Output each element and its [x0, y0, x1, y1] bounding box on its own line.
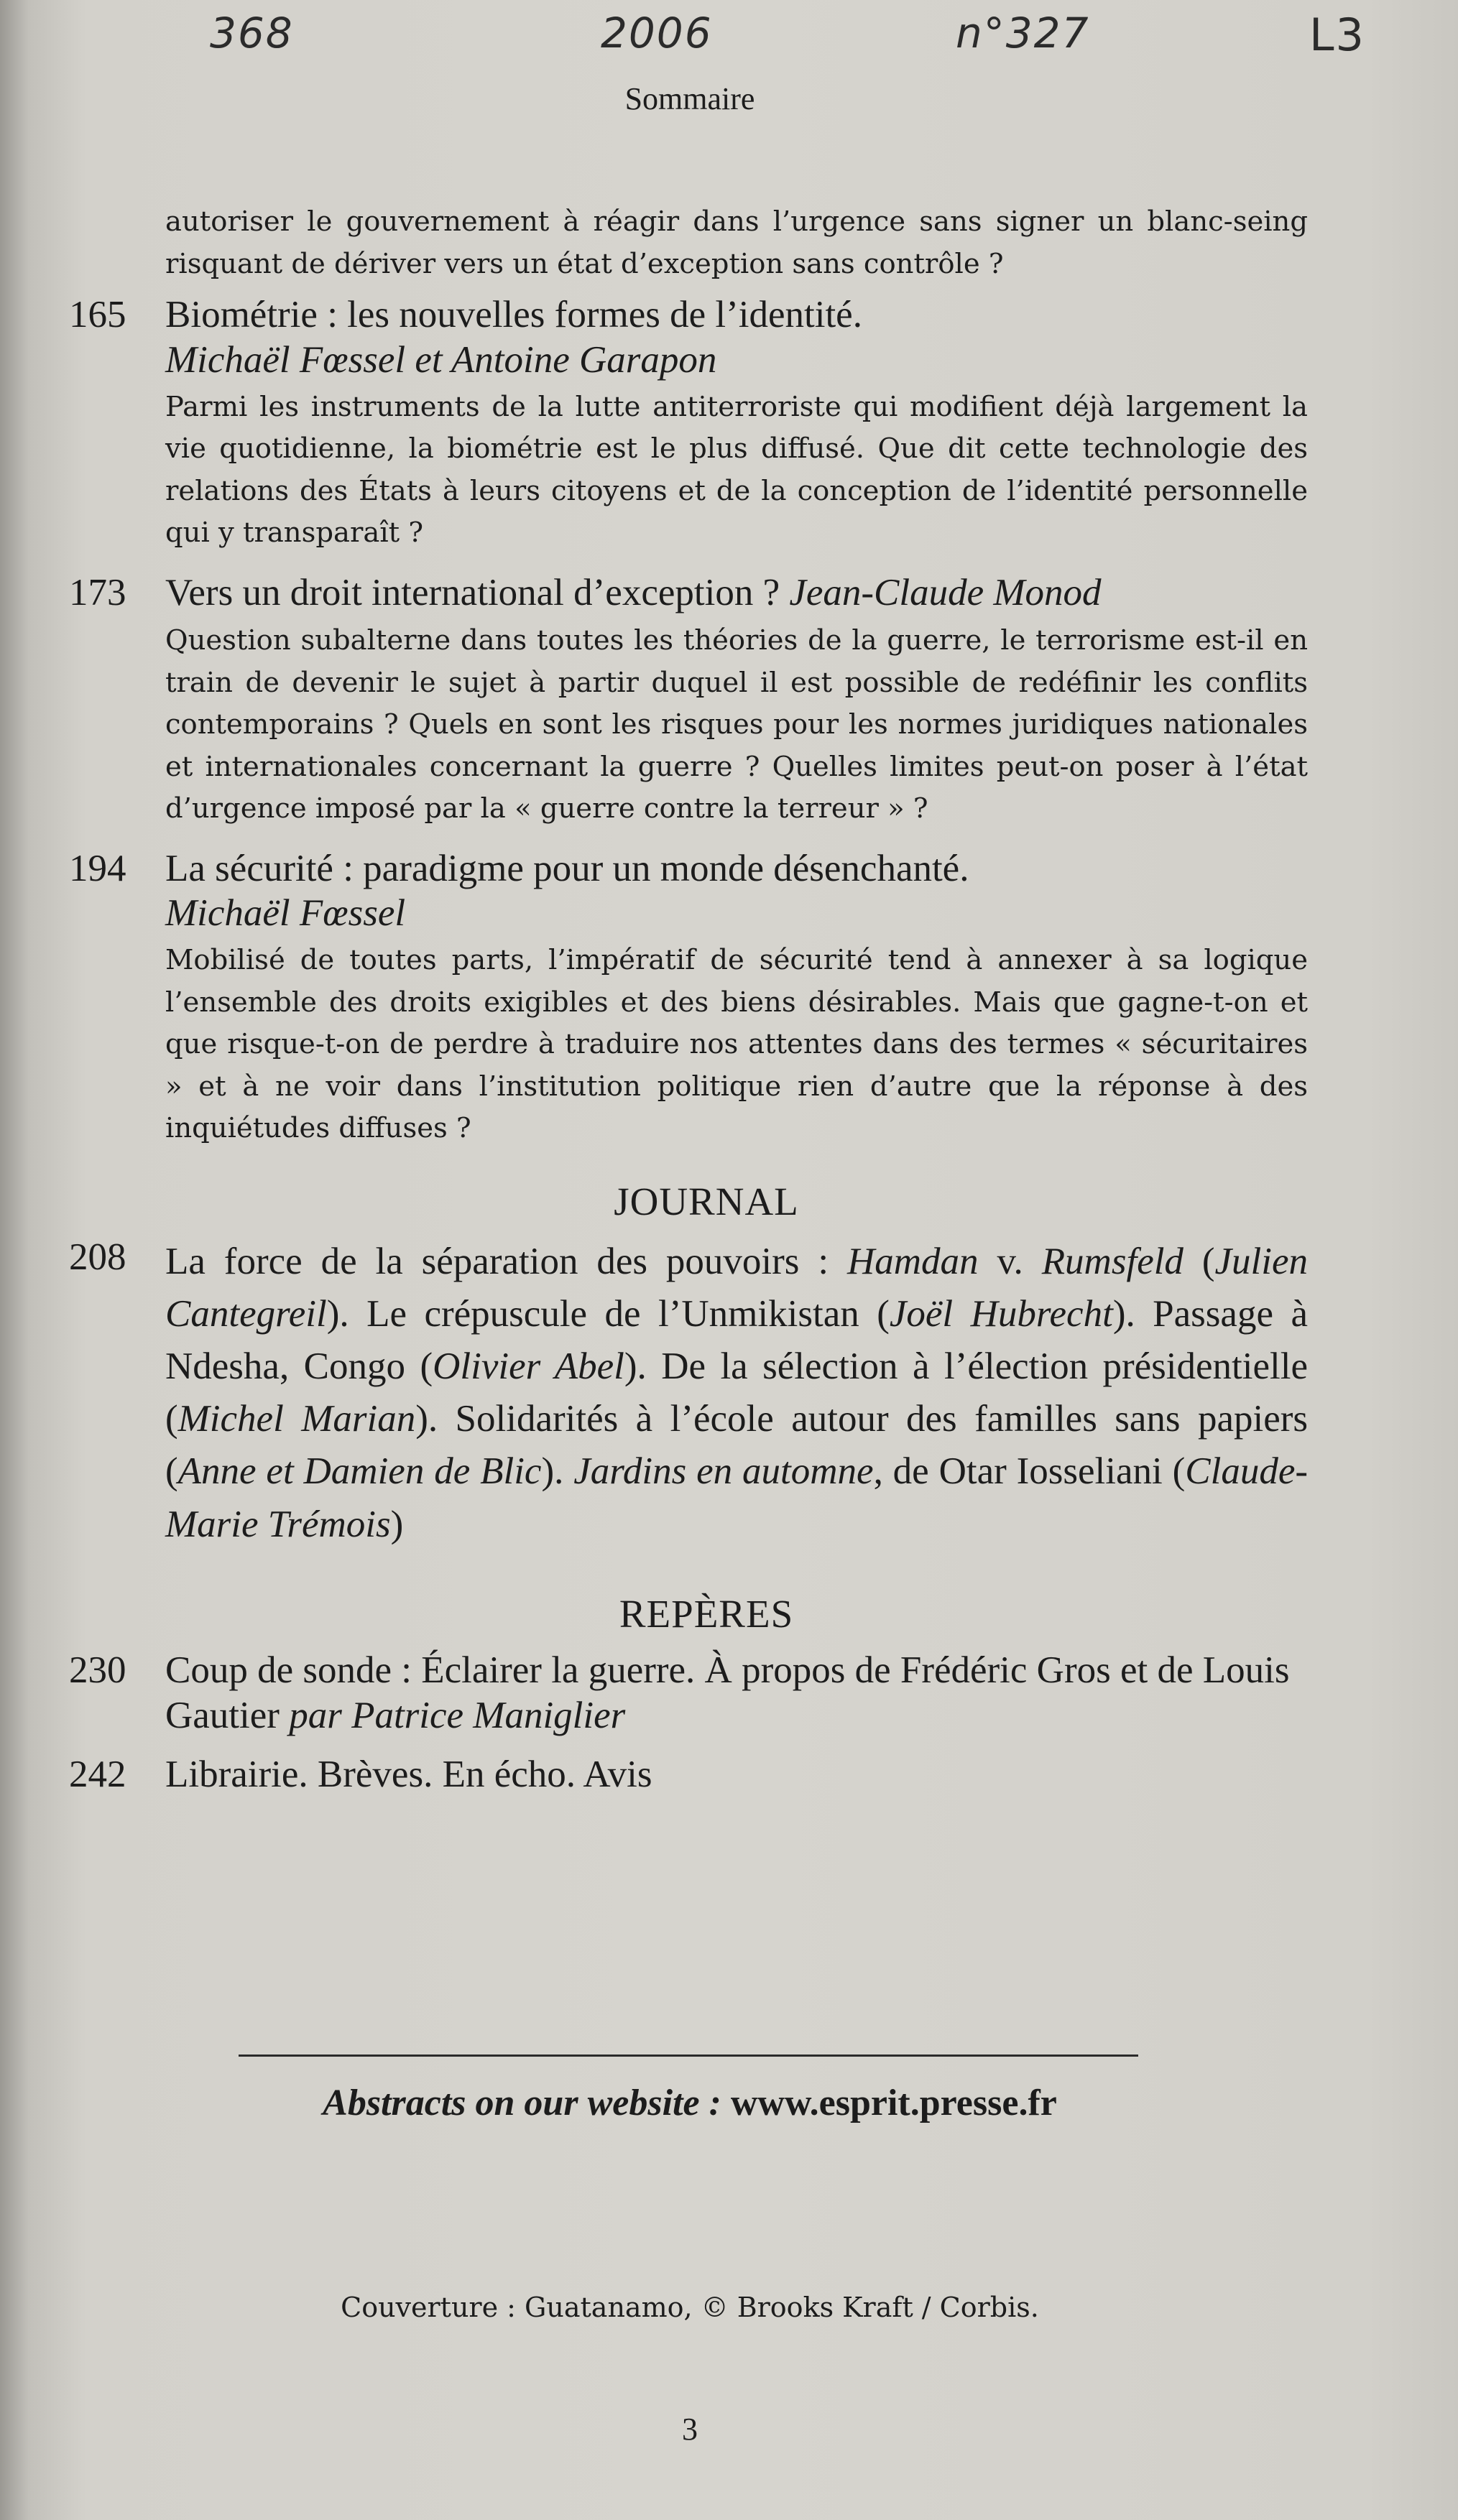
toc-entry [69, 292, 1308, 555]
toc-entry [69, 1648, 1308, 1739]
toc-entry [69, 846, 1308, 1150]
abstracts-label: Abstracts on our website : [323, 2083, 721, 2123]
entry-author: par Patrice Maniglier [289, 1695, 626, 1737]
entry-page-number: 194 [69, 847, 126, 889]
handwritten-note: 368 [210, 9, 294, 57]
handwritten-note: n°327 [956, 9, 1090, 57]
section-heading-reperes: REPÈRES [619, 1591, 794, 1636]
entry-page-number: 165 [69, 294, 126, 336]
entry-title: Librairie. Brèves. En écho. Avis [165, 1753, 652, 1795]
website-url: www.esprit.presse.fr [730, 2083, 1057, 2123]
entry-author: Jean-Claude Monod [789, 571, 1102, 613]
entry-page-number: 173 [69, 571, 126, 613]
entry-summary: Parmi les instruments de la lutte antiterroriste qui modifient déjà largement la vie quotidienne, la biométrie est le plus diffusé. Que dit cette technologie des relations des États à leurs citoyens et de la conception de l’identité personnelle qui y transparaît ? [165, 390, 1308, 550]
horizontal-rule [239, 2055, 1138, 2057]
toc-entry [69, 570, 1308, 830]
cover-credit: Couverture : Guatanamo, © Brooks Kraft / Corbis. [341, 2292, 1039, 2323]
handwritten-note: 2006 [601, 9, 713, 57]
section-heading-journal: JOURNAL [614, 1179, 799, 1223]
entry-title: Coup de sonde : Éclairer la guerre. À propos de Frédéric Gros et de Louis Gautier [165, 1649, 1290, 1737]
page-number: 3 [682, 2412, 698, 2447]
continued-summary: autoriser le gouvernement à réagir dans l’urgence sans signer un blanc-seing risquant de dériver vers un état d’exception sans contrôle ? [165, 205, 1308, 280]
entry-author: Michaël Fœssel et Antoine Garapon [165, 338, 717, 381]
journal-body: La force de la séparation des pouvoirs : Hamdan v. Rumsfeld (Julien Cantegreil). Le crépuscule de l’Unmikistan (Joël Hubrecht). Passage à Ndesha, Congo (Olivier Abel). De la sélection à l’élection présidentielle (Michel Marian). Solidarités à l’école autour des familles sans papiers (Anne et Damien de Blic). Jardins en automne, de Otar Iosseliani (Claude-Marie Trémois) [165, 1240, 1309, 1545]
journal-entry [69, 1236, 1308, 1551]
toc-entry [69, 1752, 1308, 1798]
entry-page-number: 230 [69, 1649, 126, 1691]
entry-summary: Question subalterne dans toutes les théories de la guerre, le terrorisme est-il en train de devenir le sujet à partir duquel il est possible de redéfinir les conflits contemporains ? Quels en sont les risques pour les normes juridiques nationales et internationales concernant la guerre ? Quelles limites peut-on poser à l’état d’urgence imposé par la « guerre contre la terreur » ? [165, 624, 1308, 825]
entry-summary: Mobilisé de toutes parts, l’impératif de sécurité tend à annexer à sa logique l’ensemble des droits exigibles et des biens désirables. Mais que gagne-t-on et que risque-t-on de perdre à traduire nos attentes dans des termes « sécuritaires » et à ne voir dans l’institution politique rien d’autre que la réponse à des inquiétudes diffuses ? [165, 944, 1308, 1145]
abstracts-line [0, 2082, 1380, 2124]
table-of-contents [69, 201, 1308, 1797]
entry-title: Biométrie : les nouvelles formes de l’identité. [165, 294, 862, 336]
entry-title: La sécurité : paradigme pour un monde désenchanté. [165, 847, 969, 889]
entry-author: Michaël Fœssel [165, 892, 406, 935]
entry-page-number: 208 [69, 1236, 126, 1278]
handwritten-note: L3 [1309, 9, 1365, 61]
entry-title: Vers un droit international d’exception ? [165, 571, 780, 613]
entry-page-number: 242 [69, 1753, 126, 1795]
running-head: Sommaire [624, 81, 755, 116]
